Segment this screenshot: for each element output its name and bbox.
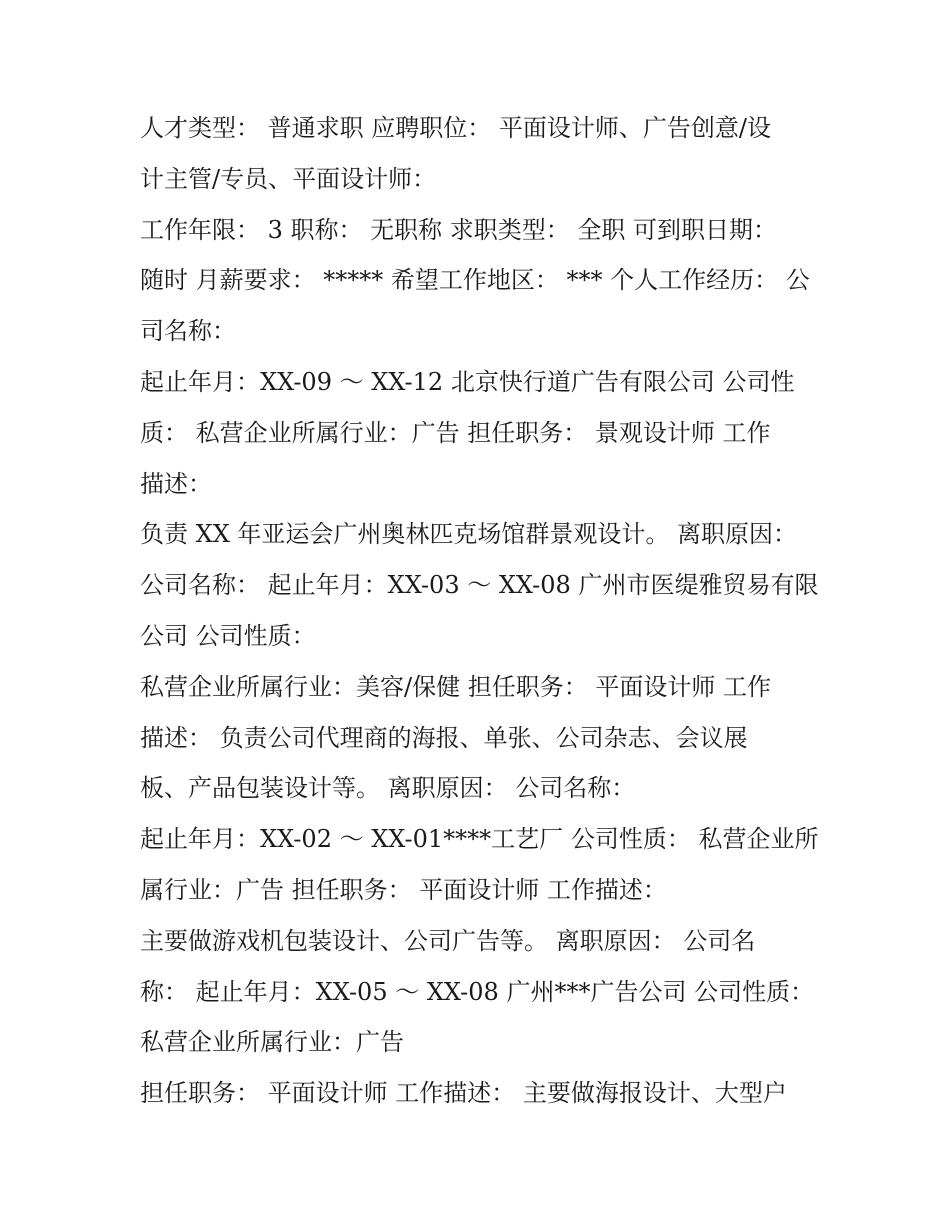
text-line: 私营企业所属行业：美容/保健 担任职务： 平面设计师 工作	[140, 672, 771, 701]
resume-text-block	[140, 103, 820, 1119]
text-line: 主要做游戏机包装设计、公司广告等。 离职原因： 公司名	[140, 926, 756, 955]
text-line: 称： 起止年月：XX-05 ～ XX-08 广州***广告公司 公司性质：	[140, 977, 815, 1006]
text-line: 属行业：广告 担任职务： 平面设计师 工作描述：	[140, 875, 667, 904]
text-line: 公司名称： 起止年月：XX-03 ～ XX-08 广州市医缇雅贸易有限	[140, 571, 819, 600]
text-line: 描述： 负责公司代理商的海报、单张、公司杂志、会议展	[140, 723, 748, 752]
text-line: 司名称：	[140, 317, 236, 346]
text-line: 担任职务： 平面设计师 工作描述： 主要做海报设计、大型户	[140, 1079, 787, 1108]
text-line: 人才类型： 普通求职 应聘职位： 平面设计师、广告创意/设	[140, 114, 771, 142]
text-line: 私营企业所属行业：广告	[140, 1028, 404, 1057]
text-line: 工作年限： 3 职称： 无职称 求职类型： 全职 可到职日期：	[140, 215, 778, 244]
text-line: 描述：	[140, 469, 212, 498]
text-line: 起止年月：XX-09 ～ XX-12 北京快行道广告有限公司 公司性	[140, 367, 795, 396]
text-line: 板、产品包装设计等。 离职原因： 公司名称：	[140, 774, 636, 803]
text-line: 随时 月薪要求： ***** 希望工作地区： *** 个人工作经历： 公	[140, 266, 810, 295]
text-line: 计主管/专员、平面设计师：	[140, 164, 437, 193]
text-line: 负责 XX 年亚运会广州奥林匹克场馆群景观设计。 离职原因：	[140, 520, 798, 549]
text-line: 公司 公司性质：	[140, 621, 316, 650]
text-line: 起止年月：XX-02 ～ XX-01****工艺厂 公司性质： 私营企业所	[140, 825, 819, 854]
text-line: 质： 私营企业所属行业：广告 担任职务： 景观设计师 工作	[140, 418, 771, 447]
